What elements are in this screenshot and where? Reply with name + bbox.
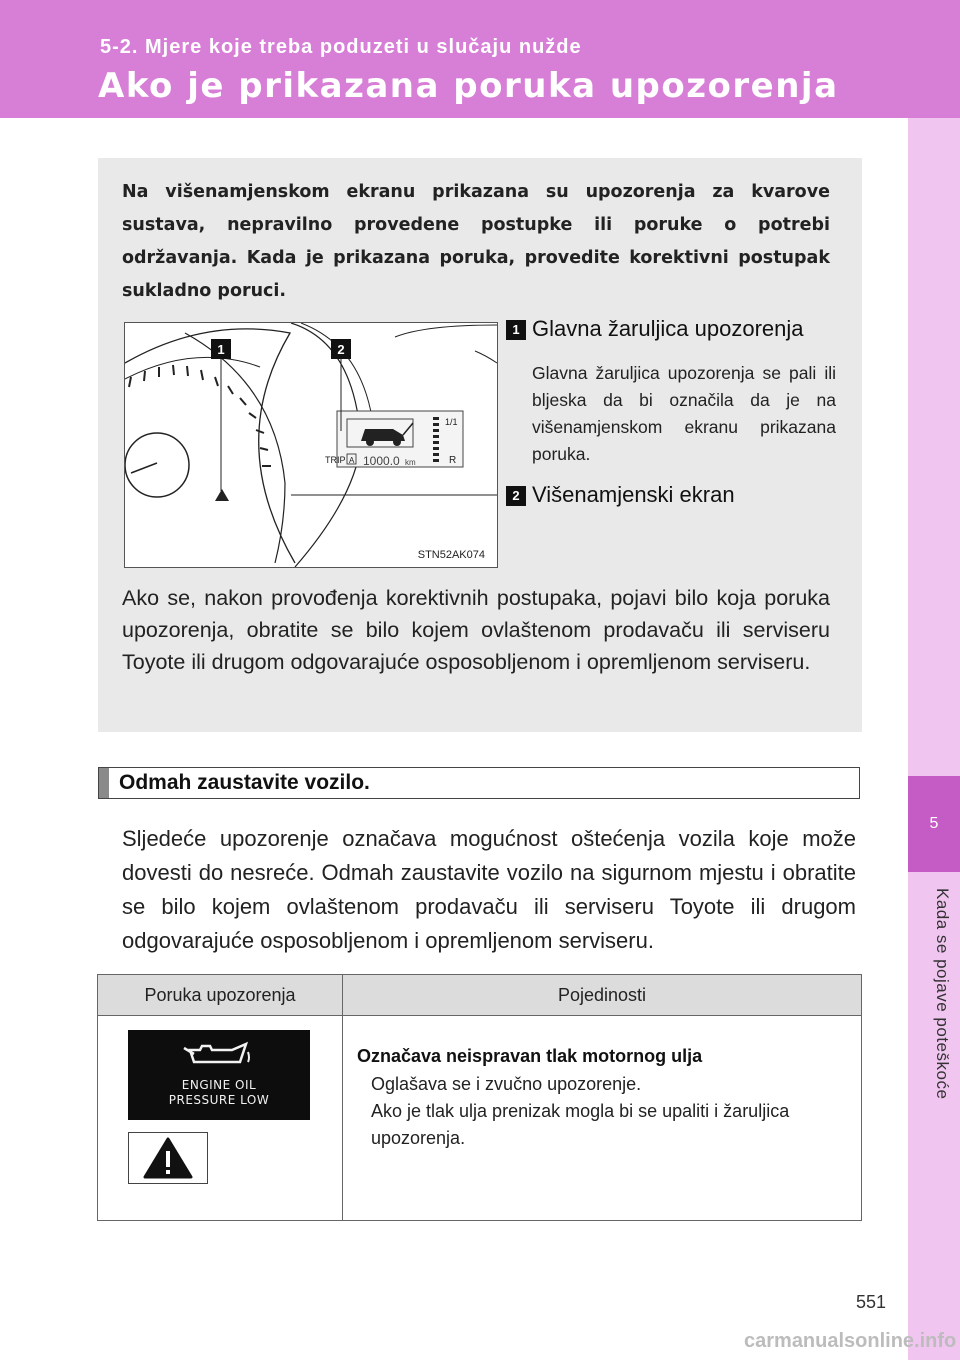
gear-letter: R bbox=[449, 455, 457, 466]
master-warning-symbol bbox=[128, 1132, 208, 1184]
column-header-details: Pojedinosti bbox=[343, 975, 862, 1016]
instrument-cluster-figure bbox=[124, 322, 498, 568]
table-row bbox=[98, 1016, 862, 1221]
lcd-line-1: ENGINE OIL bbox=[181, 1078, 257, 1092]
engine-oil-text bbox=[128, 1078, 310, 1108]
odometer-unit: km bbox=[405, 458, 416, 467]
section-label: 5-2. Mjere koje treba poduzeti u slučaju nužde bbox=[100, 36, 582, 58]
svg-text:1/1: 1/1 bbox=[445, 417, 458, 427]
lcd-line-2: PRESSURE LOW bbox=[168, 1093, 270, 1107]
details-title: Označava neispravan tlak motornog ulja bbox=[357, 1046, 703, 1066]
engine-oil-display bbox=[128, 1030, 310, 1120]
trip-label: TRIP bbox=[325, 455, 346, 465]
intro-text: Na višenamjenskom ekranu prikazana su upozorenja za kvarove sustava, nepravilno provedene postupke ili poruke o potrebi održavanja. Kada je prikazana poruka, provedite korektivni postupak sukladno poruci. bbox=[122, 182, 830, 301]
trip-letter: A bbox=[349, 456, 355, 465]
instrument-cluster-illustration bbox=[125, 323, 497, 567]
odometer-value: 1000.0 bbox=[363, 454, 400, 468]
column-header-message: Poruka upozorenja bbox=[98, 975, 343, 1016]
page-header bbox=[0, 0, 960, 118]
warning-details-cell bbox=[343, 1016, 862, 1221]
details-line-2: Ako je tlak ulja prenizak mogla bi se upaliti i žaruljica upozorenja. bbox=[371, 1101, 790, 1148]
legend-item-2 bbox=[506, 482, 836, 508]
page-title: Ako je prikazana poruka upozorenja bbox=[98, 66, 839, 106]
figure-legend bbox=[506, 316, 836, 508]
details-line-1: Oglašava se i zvučno upozorenje. bbox=[371, 1074, 642, 1094]
callout-2: 2 bbox=[337, 342, 345, 357]
warning-table bbox=[97, 974, 862, 1221]
section-heading-bar bbox=[99, 768, 109, 798]
chapter-tab-number: 5 bbox=[908, 776, 960, 872]
section-heading bbox=[98, 767, 860, 799]
section-body: Sljedeće upozorenje označava mogućnost oštećenja vozila koje može dovesti do nesreće. Odmah zaustavite vozilo na sigurnom mjestu i obratite se bilo kojem ovlaštenom prodavaču ili serviseru Toyote ili drugom odgovarajuće osposobljenom i opremljenom serviseru. bbox=[122, 826, 856, 953]
legend-title-2: Višenamjenski ekran bbox=[532, 482, 735, 507]
section-heading-text: Odmah zaustavite vozilo. bbox=[119, 771, 370, 794]
chapter-side-strip bbox=[908, 118, 960, 1360]
legend-number-2: 2 bbox=[506, 486, 526, 506]
legend-item-1 bbox=[506, 316, 836, 342]
warning-triangle-icon bbox=[129, 1133, 207, 1183]
outro-text: Ako se, nakon provođenja korektivnih postupaka, pojavi bilo koja poruka upozorenja, obratite se bilo kojem ovlaštenom prodavaču ili serviseru Toyote ili drugom odgovarajuće osposobljenom i opremljenom serviseru. bbox=[122, 586, 830, 674]
oil-can-icon bbox=[128, 1030, 310, 1074]
intro-box bbox=[98, 158, 862, 732]
watermark: carmanualsonline.info bbox=[744, 1330, 957, 1352]
warning-message-cell bbox=[98, 1016, 343, 1221]
figure-code: STN52AK074 bbox=[417, 549, 485, 561]
legend-description-1: Glavna žaruljica upozorenja se pali ili bljeska da bi označila da je na višenamjenskom ekranu prikazana poruka. bbox=[532, 363, 836, 464]
legend-title-1: Glavna žaruljica upozorenja bbox=[532, 316, 804, 341]
chapter-tab-label: Kada se pojave poteškoće bbox=[933, 888, 952, 1100]
legend-number-1: 1 bbox=[506, 320, 526, 340]
page-number: 551 bbox=[856, 1292, 887, 1312]
callout-1: 1 bbox=[217, 342, 225, 357]
